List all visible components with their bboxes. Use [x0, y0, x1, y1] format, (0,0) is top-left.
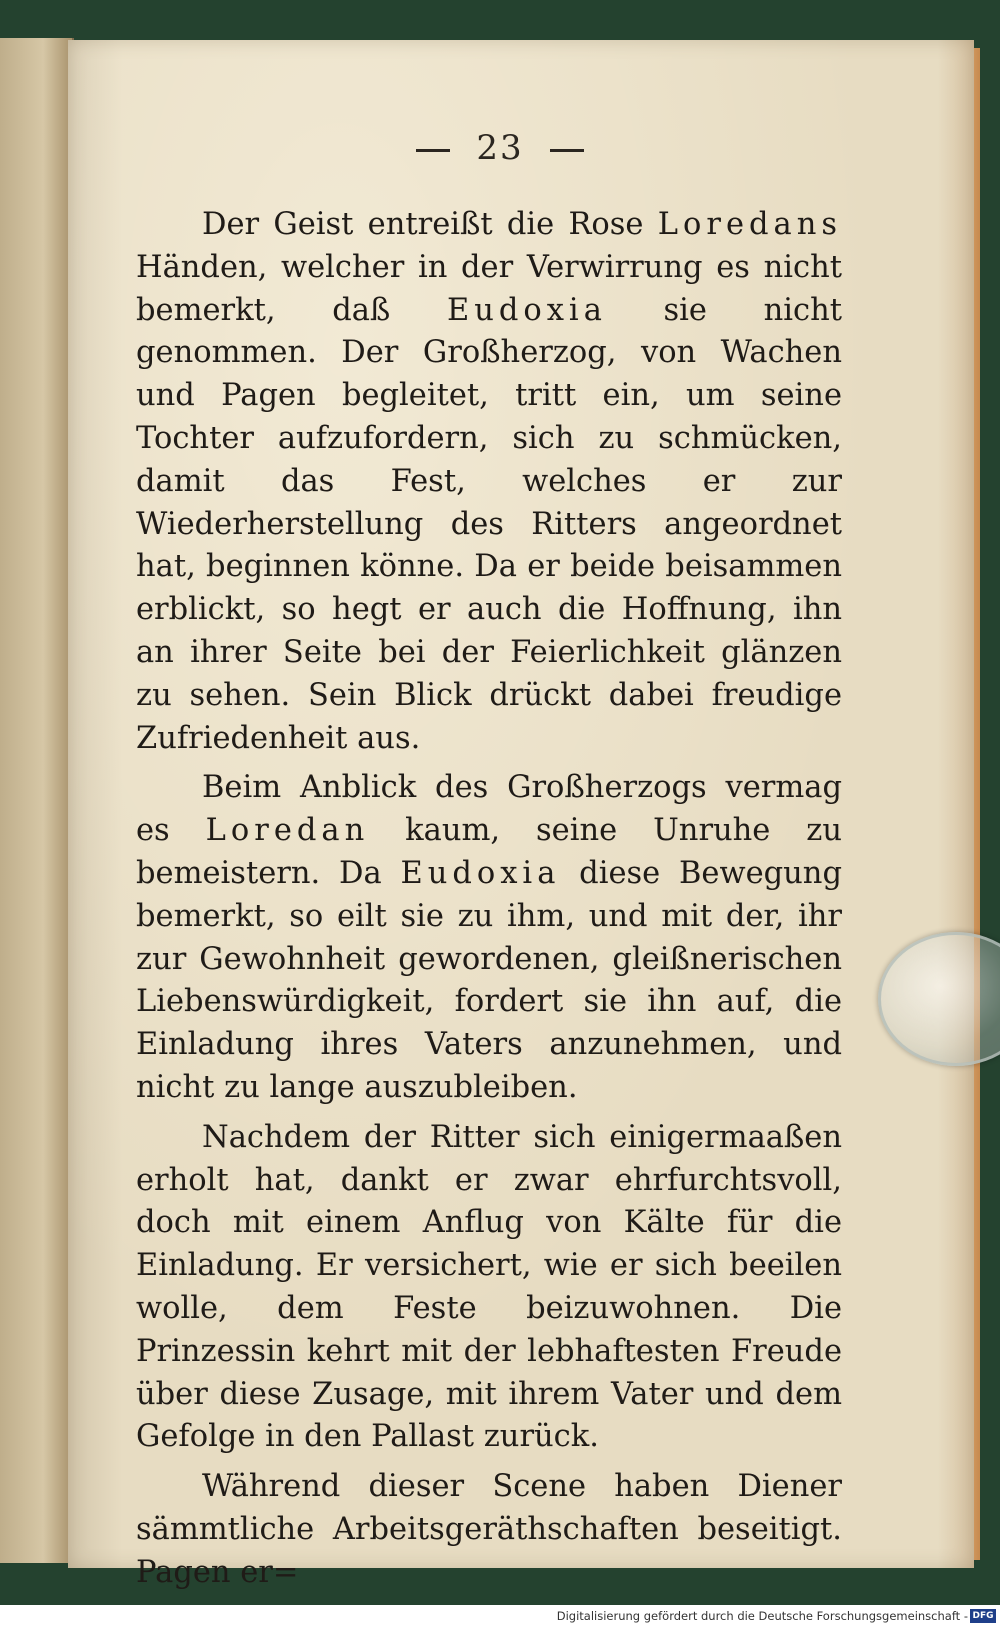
body-text [136, 204, 842, 1602]
paragraph [136, 1466, 842, 1594]
page-number [0, 128, 1000, 168]
text-segment: Der Geist entreißt die Rose [202, 207, 658, 242]
paragraph [136, 767, 842, 1109]
spaced-name: Loredans [657, 207, 842, 242]
spaced-name: Eudoxia [446, 292, 607, 328]
text-segment: sie nicht genommen. Der Großherzog, von Wachen und Pagen begleitet, tritt ein, um seine Tochter aufzufordern, sich zu schmücken, damit das Fest, welches er zur Wiederherstellung des Ritters angeordnet hat, beginnen könne. Da er beide beisammen erblickt, so hegt er auch die Hoffnung, ihn an ihrer Seite bei der Feierlichkeit glänzen zu sehen. Sein Blick drückt dabei freudige Zufriedenheit aus. [136, 292, 842, 756]
text-segment: Während dieser Scene haben Diener sämmtliche Arbeitsgeräthschaften beseitigt. Pagen er= [136, 1469, 842, 1590]
digitization-credit: Digitalisierung gefördert durch die Deutsche Forschungsgemeinschaft - [556, 1609, 968, 1623]
page-number-value: 23 [476, 128, 524, 168]
text-segment: Beim Anblick des Großherzogs vermag es [136, 770, 842, 849]
text-segment: kaum, seine Unruhe zu bemeistern. Da [136, 813, 842, 891]
spaced-name: Eudoxia [400, 855, 561, 891]
text-segment: Nachdem der Ritter sich einigermaaßen erholt hat, dankt er zwar ehrfurchtsvoll, doch mit einem Anflug von Kälte für die Einladung. Er versichert, wie er sich beeilen wolle, dem Feste beizuwohnen. Die Prinzessin kehrt mit der lebhaftesten Freude über diese Zusage, mit ihrem Vater und dem Gefolge in den Pallast zurück. [136, 1119, 842, 1455]
text-segment: Händen, welcher in der Verwirrung es nicht bemerkt, daß [136, 249, 842, 328]
dash-left [416, 149, 450, 152]
spaced-name: Loredan [205, 813, 370, 849]
paragraph [136, 1117, 842, 1459]
text-segment: diese Bewegung bemerkt, so eilt sie zu ihm, und mit der, ihr zur Gewohnheit gewordenen, gleißnerischen Liebenswürdigkeit, fordert sie ihn auf, die Einladung ihres Vaters anzunehmen, und nicht zu lange auszubleiben. [136, 855, 842, 1105]
dfg-logo: DFG [970, 1609, 996, 1623]
facing-page-edge [0, 38, 74, 1563]
paragraph [136, 204, 842, 760]
dash-right [550, 149, 584, 152]
